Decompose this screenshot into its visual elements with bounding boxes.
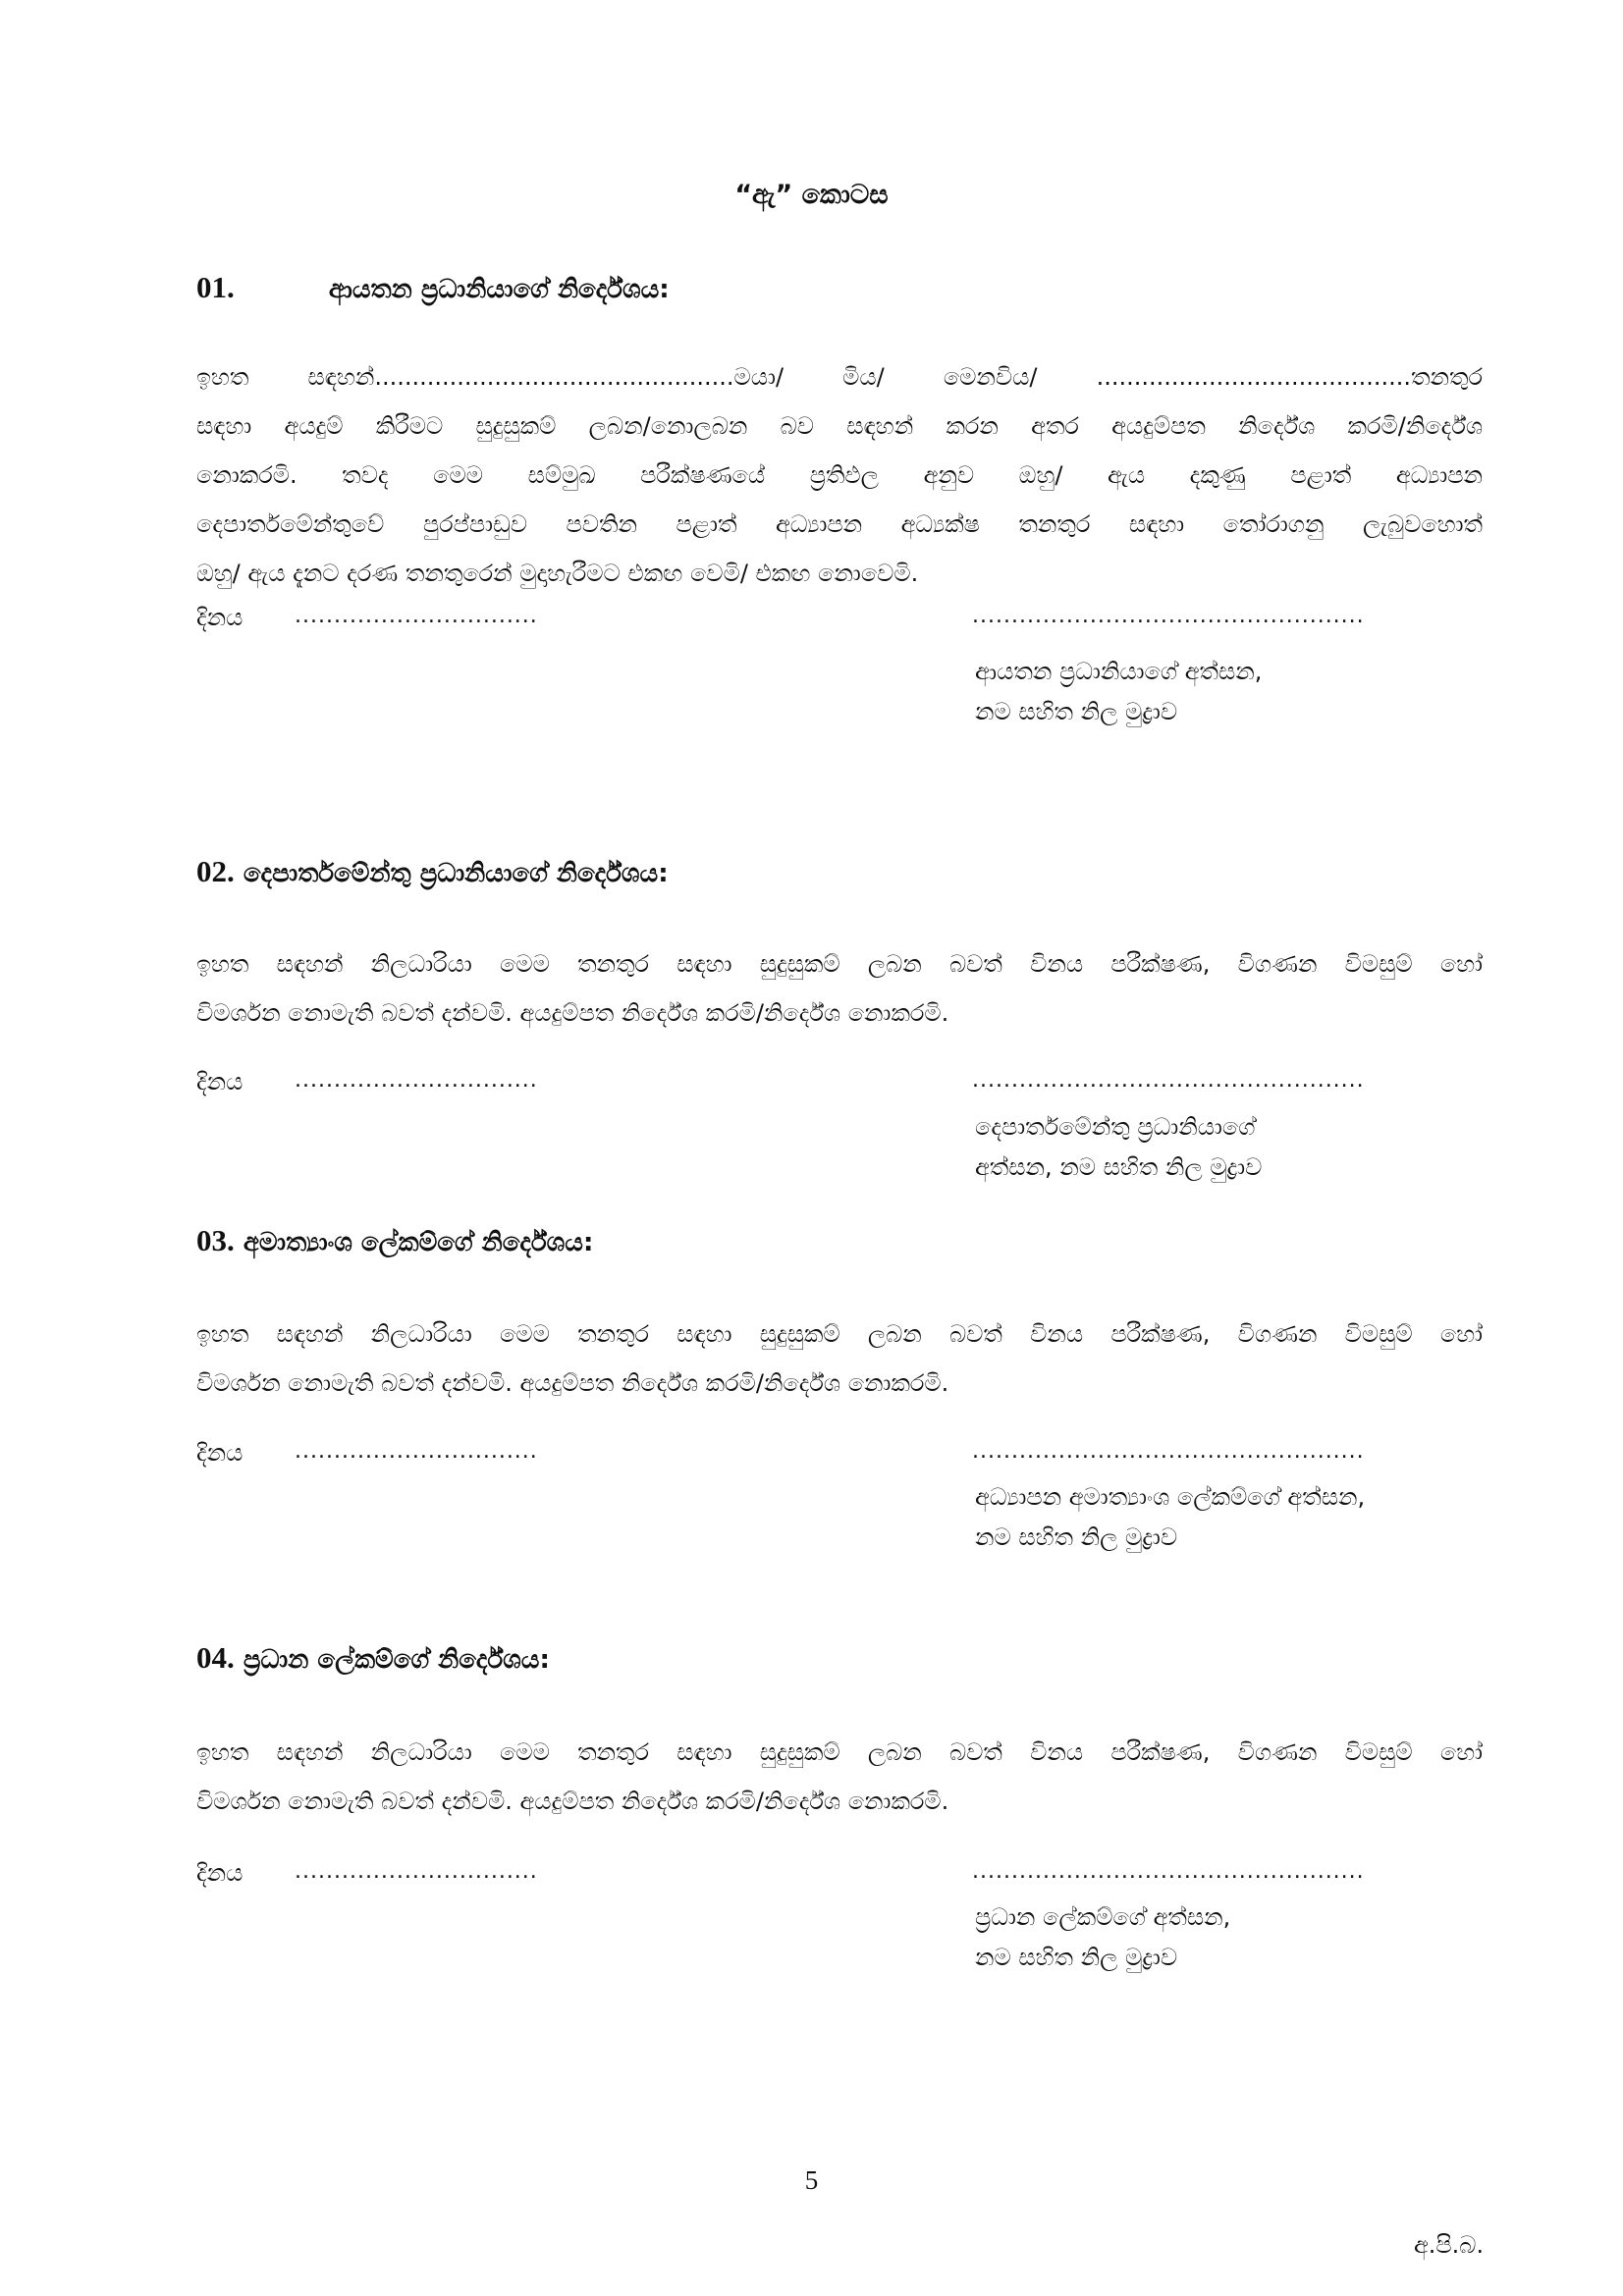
section-4-signature-caption-line: ප්‍රධාන ලේකම්ගේ අත්සන,	[975, 1903, 1231, 1931]
section-2-signature-line: ..................................................	[972, 1068, 1365, 1093]
section-4-heading	[196, 1640, 550, 1676]
section-2-line: ඉහත සඳහන් නිලධාරියා මෙම තනතුර සඳහා සුදුසුකම් ලබන බවත් විනය පරීක්ෂණ, විගණන විමසුම් හෝ	[196, 950, 1483, 978]
section-2-signature-caption-line: දෙපාර්තමේන්තු ප්‍රධානියාගේ	[975, 1113, 1256, 1141]
section-3-line: විමර්ශන නොමැති බවත් දන්වමි. අයදුම්පත නිර්දේශ කරමි/නිර්දේශ නොකරමි.	[196, 1369, 949, 1397]
section-1-signature-line: ..................................................	[972, 604, 1365, 628]
section-2-line: විමර්ශන නොමැති බවත් දන්වමි. අයදුම්පත නිර්දේශ කරමි/නිර්දේශ නොකරමි.	[196, 999, 949, 1027]
section-1-line: දෙපාර්තමේන්තුවේ පුරප්පාඩුව පවතින පළාත් අධ්‍යාපන අධ්‍යක්ෂ තනතුර සඳහා තෝරාගනු ලැබුවහොත්	[196, 510, 1483, 538]
part-title: “ඇ” කොටස	[734, 180, 889, 210]
section-3-paragraph	[196, 1309, 1483, 1408]
section-4-line: විමර්ශන නොමැති බවත් දන්වමි. අයදුම්පත නිර්දේශ කරමි/නිර්දේශ නොකරමි.	[196, 1788, 949, 1815]
section-2-title: දෙපාර්තමේන්තු ප්‍රධානියාගේ නිර්දේශය:	[243, 859, 669, 888]
section-4-date-field: ...............................	[295, 1859, 538, 1884]
section-1-line: නොකරමි. තවද මෙම සම්මුඛ පරීක්ෂණයේ ප්‍රතිඵල අනුව ඔහු/ ඇය දකුණු පළාත් අධ්‍යාපන	[196, 461, 1483, 489]
section-3-number: 03.	[196, 1223, 235, 1257]
section-1-paragraph	[196, 352, 1483, 598]
section-3-signature-line: ..................................................	[972, 1439, 1365, 1464]
section-3-line: ඉහත සඳහන් නිලධාරියා මෙම තනතුර සඳහා සුදුසුකම් ලබන බවත් විනය පරීක්ෂණ, විගණන විමසුම් හෝ	[196, 1320, 1483, 1348]
section-3-title: අමාත්‍යාංශ ලේකම්ගේ නිර්දේශය:	[243, 1228, 594, 1257]
footer-code: අ.පි.බ.	[1414, 2231, 1485, 2259]
page-number: 5	[804, 2165, 819, 2195]
section-3-heading	[196, 1223, 593, 1258]
section-2-number: 02.	[196, 854, 235, 888]
section-1-line: ඔහු/ ඇය දැනට දරණ තනතුරෙන් මුදාහැරීමට එකඟ වෙමි/ එකඟ නොවෙමි.	[196, 560, 919, 587]
section-1-signature-caption	[975, 652, 1262, 732]
section-1-heading	[196, 270, 670, 305]
section-2-signature-caption	[975, 1107, 1262, 1188]
section-4-title: ප්‍රධාන ලේකම්ගේ නිර්දේශය:	[243, 1645, 550, 1675]
section-1-number: 01.	[196, 270, 235, 304]
section-4-date-label: දිනය	[196, 1859, 243, 1887]
section-3-signature-caption-line: අධ්‍යාපන අමාත්‍යාංශ ලේකම්ගේ අත්සන,	[975, 1483, 1366, 1511]
section-3-signature-caption-line: නම සහිත නිල මුද්‍රාව	[975, 1523, 1178, 1551]
section-4-number: 04.	[196, 1640, 235, 1675]
section-2-date-label: දිනය	[196, 1068, 243, 1095]
section-1-line: ඉහත සඳහන්................................................මයා/ මිය/ මෙනවිය/ ..........................................තනතුර	[196, 363, 1483, 391]
section-3-date-field: ...............................	[295, 1439, 538, 1464]
section-3-signature-caption	[975, 1477, 1365, 1558]
section-1-title: ආයතන ප්‍රධානියාගේ නිර්දේශය:	[328, 275, 670, 304]
section-4-line: ඉහත සඳහන් නිලධාරියා මෙම තනතුර සඳහා සුදුසුකම් ලබන බවත් විනය පරීක්ෂණ, විගණන විමසුම් හෝ	[196, 1738, 1483, 1766]
section-4-signature-line: ..................................................	[972, 1859, 1365, 1884]
section-1-line: සඳහා අයදුම් කිරීමට සුදුසුකම් ලබන/නොලබන බව සඳහන් කරන අතර අයදුම්පත නිර්දේශ කරමි/නිර්දේශ	[196, 412, 1483, 440]
section-3-date-label: දිනය	[196, 1439, 243, 1467]
section-2-heading	[196, 854, 669, 889]
section-1-date-label: දිනය	[196, 604, 243, 631]
section-2-signature-caption-line: අත්සන, නම සහිත නිල මුද්‍රාව	[975, 1153, 1263, 1181]
section-1-date-field: ...............................	[295, 604, 538, 628]
section-4-signature-caption	[975, 1897, 1230, 1978]
section-4-paragraph	[196, 1728, 1483, 1826]
section-4-signature-caption-line: නම සහිත නිල මුද්‍රාව	[975, 1944, 1178, 1971]
section-1-signature-caption-line: ආයතන ප්‍රධානියාගේ අත්සන,	[975, 658, 1263, 685]
section-2-paragraph	[196, 939, 1483, 1038]
section-2-date-field: ...............................	[295, 1068, 538, 1093]
section-1-signature-caption-line: නම සහිත නිල මුද්‍රාව	[975, 698, 1178, 725]
